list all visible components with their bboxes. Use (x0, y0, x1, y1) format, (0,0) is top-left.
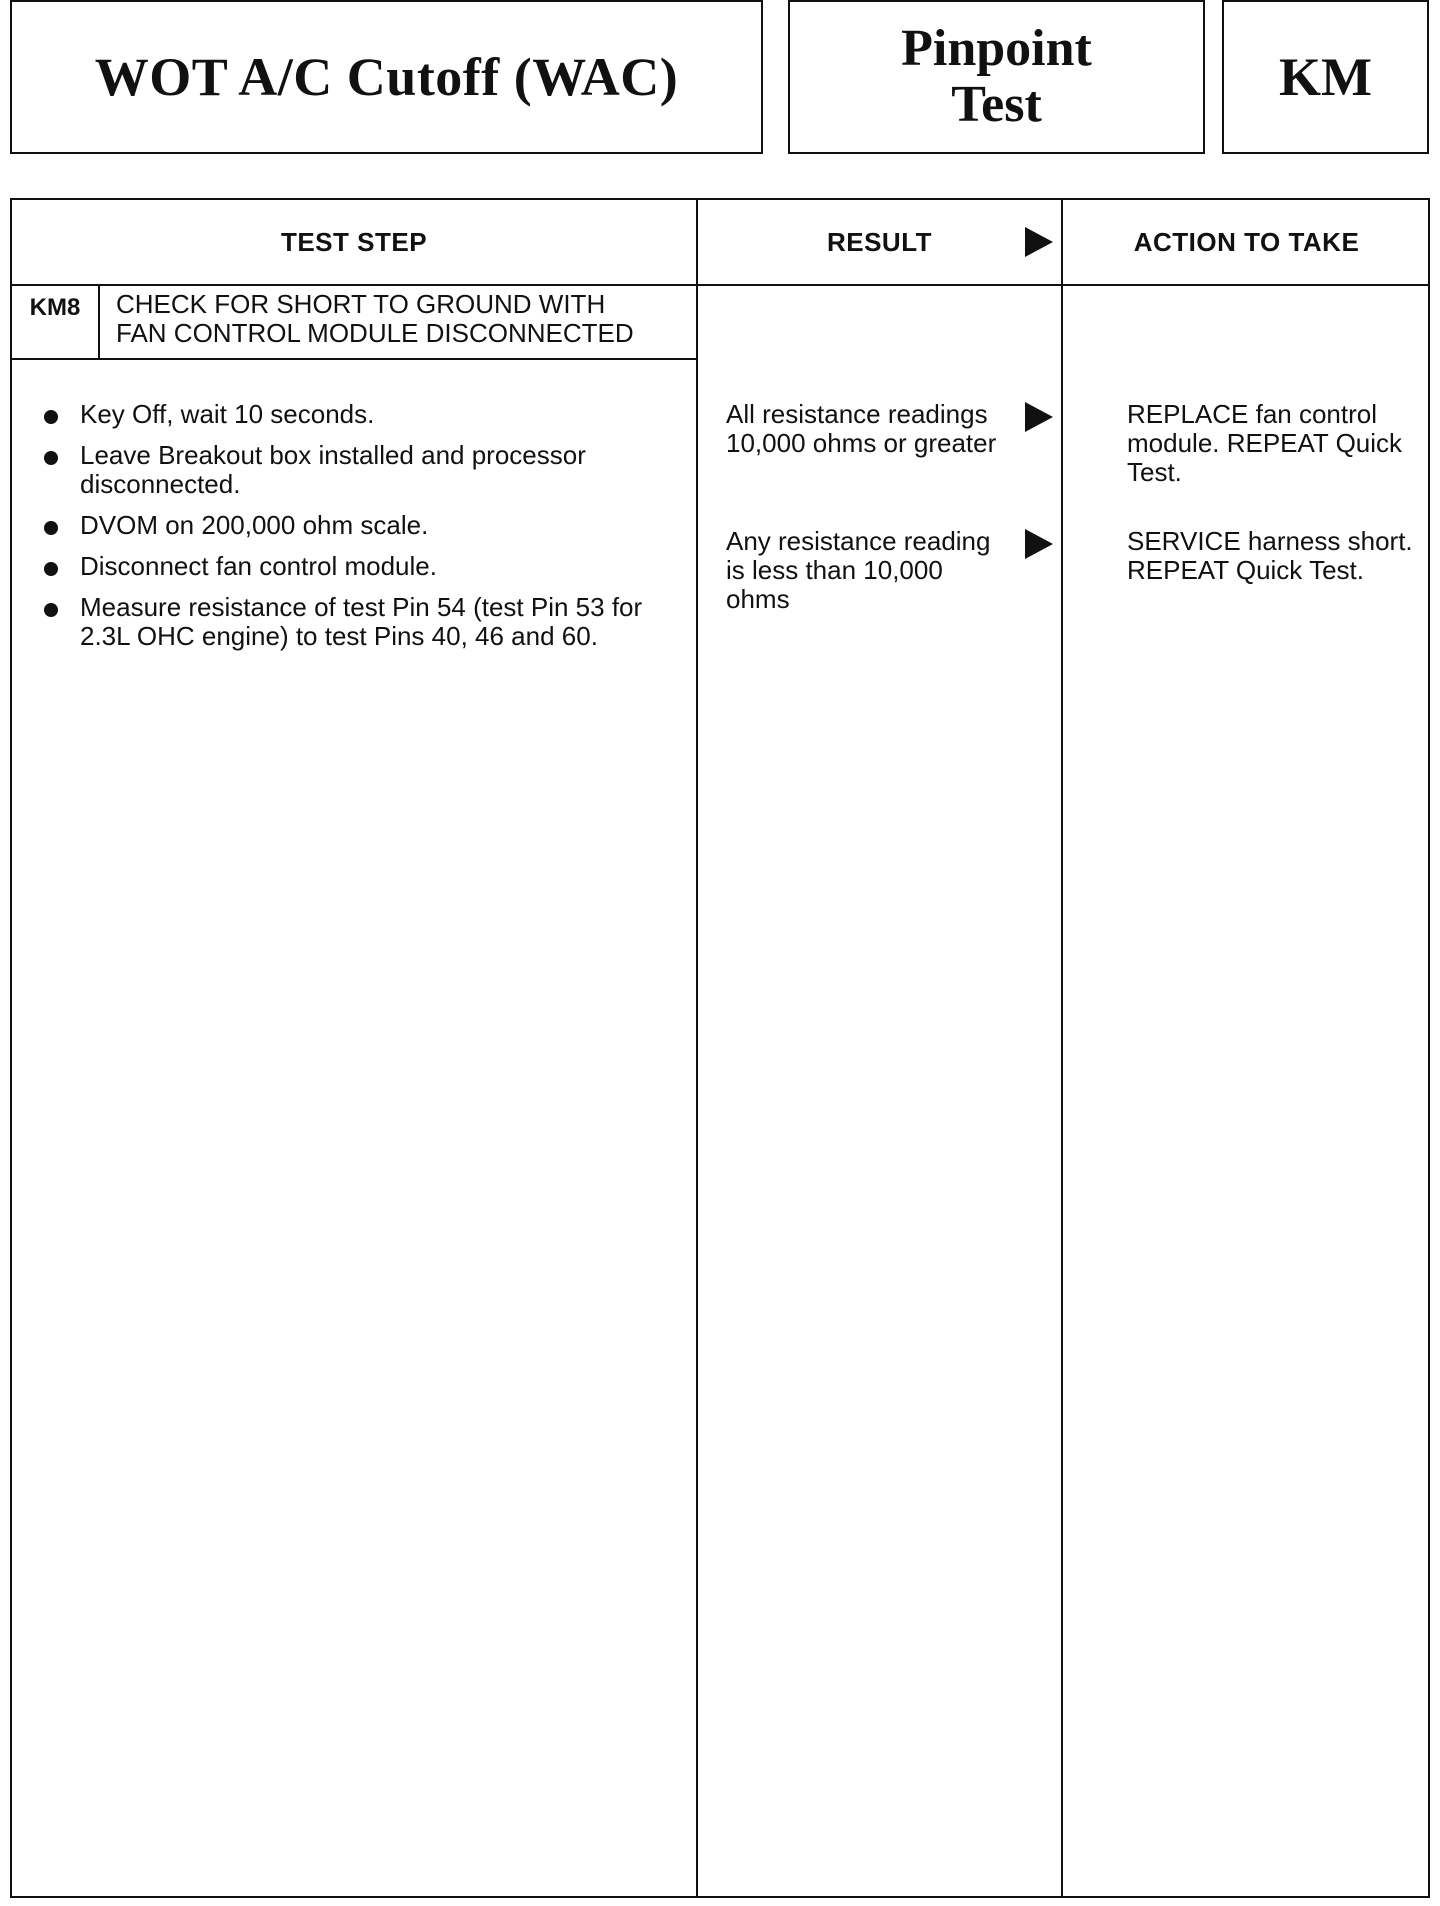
header-arrow-icon (1025, 227, 1053, 257)
step-title-line2: FAN CONTROL MODULE DISCONNECTED (116, 318, 634, 348)
step-title-line1: CHECK FOR SHORT TO GROUND WITH (116, 289, 606, 319)
pinpoint-test-label (788, 0, 1205, 154)
step-title-divider (12, 358, 698, 360)
action-cell: REPLACE fan control module. REPEAT Quick Test. (1127, 399, 1403, 487)
column-divider (696, 200, 698, 1896)
instruction-list (38, 400, 678, 663)
action-cell: SERVICE harness short. REPEAT Quick Test. (1127, 526, 1413, 585)
pinpoint-label-line1: Pinpoint (901, 20, 1092, 77)
header-test-step: TEST STEP (280, 226, 428, 257)
instruction-item: Key Off, wait 10 seconds. (38, 400, 678, 429)
instruction-item: Disconnect fan control module. (38, 552, 678, 581)
test-code-box (1222, 0, 1429, 154)
header-action: ACTION TO TAKE (1133, 226, 1360, 257)
instruction-item: Measure resistance of test Pin 54 (test Pin 53 for 2.3L OHC engine) to test Pins 40, 46 and 60. (38, 593, 678, 651)
result-cell: Any resistance reading is less than 10,000 ohms (726, 526, 991, 614)
result-arrow-icon (1025, 529, 1053, 559)
step-id: KM8 (29, 294, 81, 321)
result-cell: All resistance readings 10,000 ohms or greater (726, 399, 997, 458)
header-result: RESULT (826, 226, 933, 257)
step-id-divider (98, 286, 100, 360)
pinpoint-test-table (10, 198, 1430, 1898)
instruction-item: Leave Breakout box installed and processor disconnected. (38, 441, 678, 499)
procedure-title-text: WOT A/C Cutoff (WAC) (94, 47, 679, 107)
pinpoint-label-line2: Test (951, 76, 1042, 133)
result-arrow-icon (1025, 402, 1053, 432)
step-title (116, 290, 696, 348)
instruction-item: DVOM on 200,000 ohm scale. (38, 511, 678, 540)
column-divider (1061, 200, 1063, 1896)
procedure-title (10, 0, 763, 154)
header-divider (12, 284, 1428, 286)
test-code: KM (1279, 47, 1372, 107)
